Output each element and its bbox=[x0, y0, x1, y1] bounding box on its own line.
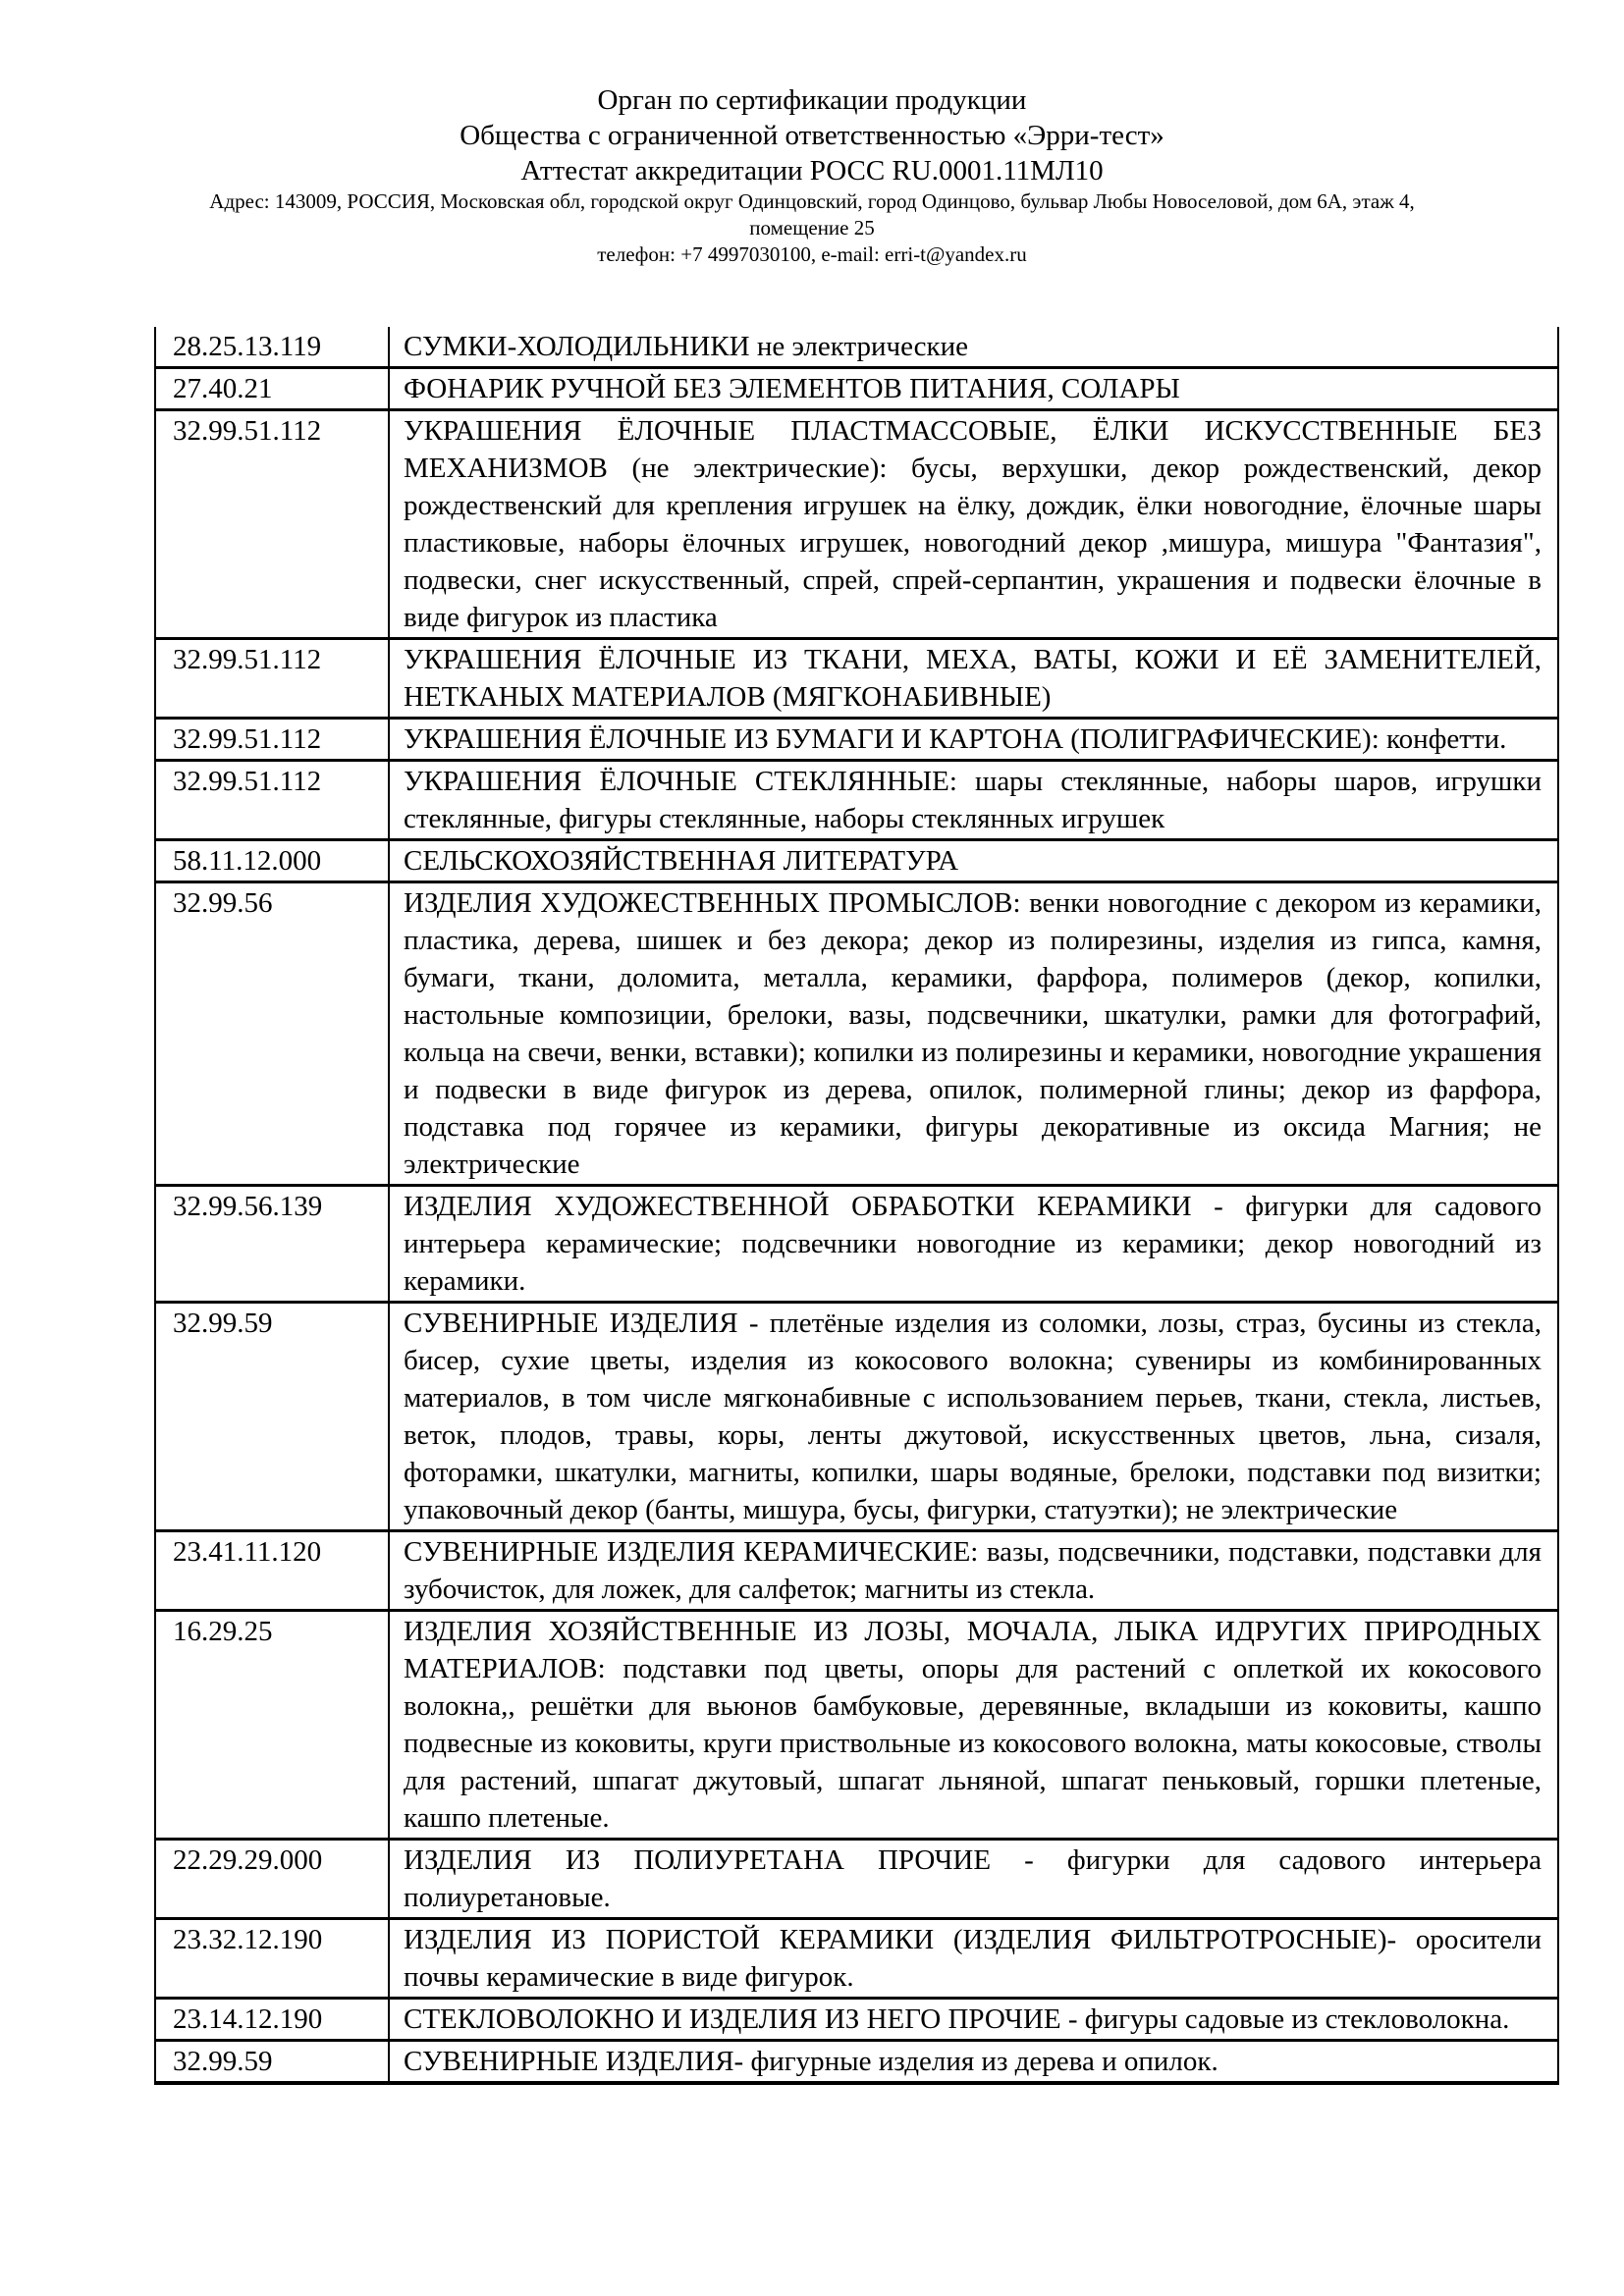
table-row bbox=[155, 1531, 1558, 1611]
table-row bbox=[155, 639, 1558, 719]
product-description-cell: ФОНАРИК РУЧНОЙ БЕЗ ЭЛЕМЕНТОВ ПИТАНИЯ, СОЛАРЫ bbox=[389, 368, 1558, 410]
product-description-cell: ИЗДЕЛИЯ ХУДОЖЕСТВЕННОЙ ОБРАБОТКИ КЕРАМИКИ - фигурки для садового интерьера керамические; подсвечники новогодние из керамики; декор новогодний из керамики. bbox=[389, 1186, 1558, 1303]
product-code-cell: 28.25.13.119 bbox=[155, 327, 389, 368]
product-code-cell: 32.99.56.139 bbox=[155, 1186, 389, 1303]
product-code-cell: 23.14.12.190 bbox=[155, 1999, 389, 2041]
product-description-cell: УКРАШЕНИЯ ЁЛОЧНЫЕ ИЗ ТКАНИ, МЕХА, ВАТЫ, КОЖИ И ЕЁ ЗАМЕНИТЕЛЕЙ, НЕТКАНЫХ МАТЕРИАЛОВ (МЯГКОНАБИВНЫЕ) bbox=[389, 639, 1558, 719]
product-description-cell: ИЗДЕЛИЯ ИЗ ПОЛИУРЕТАНА ПРОЧИЕ - фигурки для садового интерьера полиуретановые. bbox=[389, 1840, 1558, 1919]
table-row bbox=[155, 840, 1558, 882]
product-description-cell: УКРАШЕНИЯ ЁЛОЧНЫЕ ИЗ БУМАГИ И КАРТОНА (ПОЛИГРАФИЧЕСКИЕ): конфетти. bbox=[389, 719, 1558, 761]
table-row bbox=[155, 327, 1558, 368]
product-code-cell: 23.32.12.190 bbox=[155, 1919, 389, 1999]
table-row bbox=[155, 761, 1558, 840]
product-code-cell: 32.99.51.112 bbox=[155, 410, 389, 639]
table-row bbox=[155, 1303, 1558, 1531]
product-code-cell: 32.99.51.112 bbox=[155, 761, 389, 840]
contact-line: телефон: +7 4997030100, e-mail: erri-t@yandex.ru bbox=[597, 242, 1027, 266]
product-code-cell: 16.29.25 bbox=[155, 1611, 389, 1840]
products-table-body bbox=[155, 327, 1558, 2083]
products-table bbox=[154, 327, 1559, 2085]
product-code-cell: 32.99.56 bbox=[155, 882, 389, 1186]
product-description-cell: УКРАШЕНИЯ ЁЛОЧНЫЕ ПЛАСТМАССОВЫЕ, ЁЛКИ ИСКУССТВЕННЫЕ БЕЗ МЕХАНИЗМОВ (не электрические): бусы, верхушки, декор рождественский, декор рождественский для крепления игрушек на ёлку, дождик, ёлки новогодние, ёлочные шары пластиковые, наборы ёлочных игрушек, новогодний декор ,мишура, мишура "Фантазия", подвески, снег искусственный, спрей, спрей-серпантин, украшения и подвески ёлочные в виде фигурок из пластика bbox=[389, 410, 1558, 639]
product-description-cell: ИЗДЕЛИЯ ИЗ ПОРИСТОЙ КЕРАМИКИ (ИЗДЕЛИЯ ФИЛЬТРОТРОСНЫЕ)- оросители почвы керамические в виде фигурок. bbox=[389, 1919, 1558, 1999]
org-name: Общества с ограниченной ответственностью «Эрри-тест» bbox=[460, 120, 1164, 151]
table-row bbox=[155, 719, 1558, 761]
product-description-cell: СТЕКЛОВОЛОКНО И ИЗДЕЛИЯ ИЗ НЕГО ПРОЧИЕ - фигуры садовые из стекловолокна. bbox=[389, 1999, 1558, 2041]
product-description-cell: СУМКИ-ХОЛОДИЛЬНИКИ не электрические bbox=[389, 327, 1558, 368]
table-row bbox=[155, 368, 1558, 410]
address-line-2: помещение 25 bbox=[749, 216, 875, 240]
address-line-1: Адрес: 143009, РОССИЯ, Московская обл, городской округ Одинцовский, город Одинцово, бульвар Любы Новоселовой, дом 6А, этаж 4, bbox=[209, 189, 1415, 213]
table-row bbox=[155, 410, 1558, 639]
product-description-cell: СУВЕНИРНЫЕ ИЗДЕЛИЯ КЕРАМИЧЕСКИЕ: вазы, подсвечники, подставки, подставки для зубочисток, для ложек, для салфеток; магниты из стекла. bbox=[389, 1531, 1558, 1611]
product-description-cell: УКРАШЕНИЯ ЁЛОЧНЫЕ СТЕКЛЯННЫЕ: шары стеклянные, наборы шаров, игрушки стеклянные, фигуры стеклянные, наборы стеклянных игрушек bbox=[389, 761, 1558, 840]
table-row bbox=[155, 2041, 1558, 2084]
table-row bbox=[155, 1840, 1558, 1919]
table-row bbox=[155, 1186, 1558, 1303]
product-description-cell: ИЗДЕЛИЯ ХОЗЯЙСТВЕННЫЕ ИЗ ЛОЗЫ, МОЧАЛА, ЛЫКА ИДРУГИХ ПРИРОДНЫХ МАТЕРИАЛОВ: подставки под цветы, опоры для растений с оплеткой их кокосового волокна,, решётки для вьюнов бамбуковые, деревянные, вкладыши из коковиты, кашпо подвесные из коковиты, круги приствольные из кокосового волокна, маты кокосовые, стволы для растений, шпагат джутовый, шпагат льняной, шпагат пеньковый, горшки плетеные, кашпо плетеные. bbox=[389, 1611, 1558, 1840]
product-code-cell: 32.99.59 bbox=[155, 2041, 389, 2084]
table-row bbox=[155, 1999, 1558, 2041]
product-description-cell: ИЗДЕЛИЯ ХУДОЖЕСТВЕННЫХ ПРОМЫСЛОВ: венки новогодние с декором из керамики, пластика, дерева, шишек и без декора; декор из полирезины, изделия из гипса, камня, бумаги, ткани, доломита, металла, керамики, фарфора, полимеров (декор, копилки, настольные композиции, брелоки, вазы, подсвечники, шкатулки, рамки для фотографий, кольца на свечи, венки, вставки); копилки из полирезины и керамики, новогодние украшения и подвески в виде фигурок из дерева, опилок, полимерной глины; декор из фарфора, подставка под горячее из керамики, фигуры декоративные из оксида Магния; не электрические bbox=[389, 882, 1558, 1186]
product-description-cell: СУВЕНИРНЫЕ ИЗДЕЛИЯ - плетёные изделия из соломки, лозы, страз, бусины из стекла, бисер, сухие цветы, изделия из кокосового волокна; сувениры из комбинированных материалов, в том числе мягконабивные с использованием перьев, ткани, стекла, листьев, веток, плодов, травы, коры, ленты джутовой, искусственных цветов, льна, сизаля, фоторамки, шкатулки, магниты, копилки, шары водяные, брелоки, подставки под визитки; упаковочный декор (банты, мишура, бусы, фигурки, статуэтки); не электрические bbox=[389, 1303, 1558, 1531]
table-row bbox=[155, 882, 1558, 1186]
table-row bbox=[155, 1919, 1558, 1999]
product-code-cell: 27.40.21 bbox=[155, 368, 389, 410]
product-code-cell: 23.41.11.120 bbox=[155, 1531, 389, 1611]
product-code-cell: 32.99.59 bbox=[155, 1303, 389, 1531]
document-header bbox=[0, 0, 1624, 268]
accreditation-certificate: Аттестат аккредитации РОСС RU.0001.11МЛ10 bbox=[520, 155, 1104, 187]
product-description-cell: СУВЕНИРНЫЕ ИЗДЕЛИЯ- фигурные изделия из дерева и опилок. bbox=[389, 2041, 1558, 2084]
table-row bbox=[155, 1611, 1558, 1840]
org-title: Орган по сертификации продукции bbox=[597, 84, 1027, 116]
product-code-cell: 32.99.51.112 bbox=[155, 719, 389, 761]
product-code-cell: 58.11.12.000 bbox=[155, 840, 389, 882]
product-code-cell: 22.29.29.000 bbox=[155, 1840, 389, 1919]
product-code-cell: 32.99.51.112 bbox=[155, 639, 389, 719]
product-description-cell: СЕЛЬСКОХОЗЯЙСТВЕННАЯ ЛИТЕРАТУРА bbox=[389, 840, 1558, 882]
